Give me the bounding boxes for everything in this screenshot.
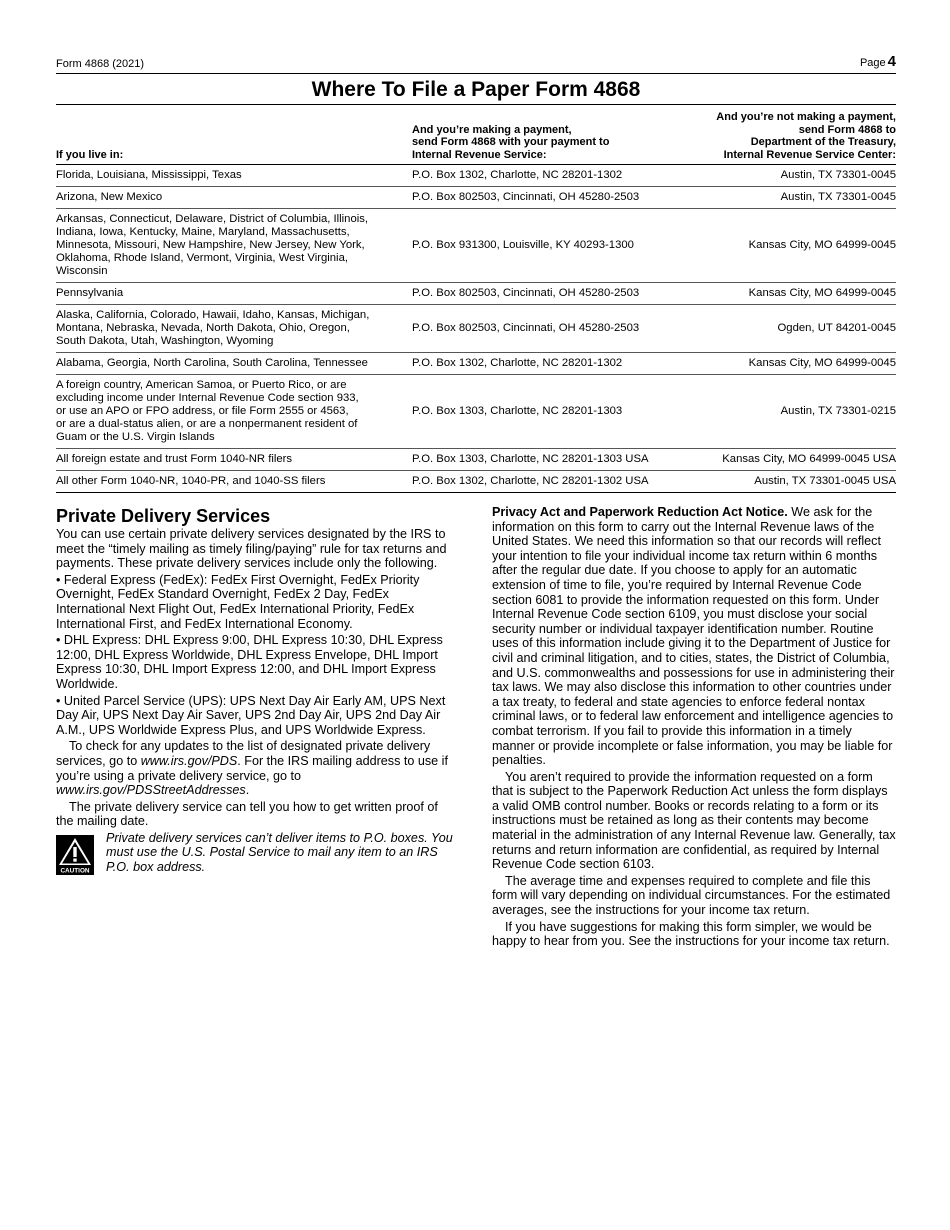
no-payment-address-cell: Ogden, UT 84201-0045 <box>777 322 896 334</box>
privacy-section <box>492 505 896 951</box>
payment-address-cell: P.O. Box 802503, Cincinnati, OH 45280-2503 <box>412 191 640 203</box>
table-row <box>56 449 896 471</box>
no-payment-address-cell: Austin, TX 73301-0045 <box>780 169 896 181</box>
table-row <box>56 187 896 209</box>
pds-proof: The private delivery service can tell you how to get written proof of the mailing date. <box>56 799 438 829</box>
payment-address-cell: P.O. Box 1302, Charlotte, NC 28201-1302 <box>412 169 623 181</box>
pds-bullet-fedex: • Federal Express (FedEx): FedEx First Overnight, FedEx Priority Overnight, FedEx Standard Overnight, FedEx 2 Day, FedEx International Next Flight Out, FedEx International Priority, FedEx International First, and FedEx International Economy. <box>56 572 420 631</box>
residence-cell: Arizona, New Mexico <box>56 191 163 203</box>
table-row <box>56 165 896 187</box>
column-header-residence: If you live in: <box>56 148 124 161</box>
page-number-label <box>860 53 896 70</box>
residence-cell: Alaska, California, Colorado, Hawaii, Idaho, Kansas, Michigan, Montana, Nebraska, Nevada, North Dakota, Ohio, Oregon, South Dakota, Utah, Washington, Wyoming <box>56 309 370 347</box>
caution-label: CAUTION <box>60 867 90 875</box>
privacy-paragraph-4: If you have suggestions for making this form simpler, we would be happy to hear from you. See the instructions for your income tax return. <box>492 919 890 949</box>
two-column-body <box>56 505 896 951</box>
table-row <box>56 283 896 305</box>
table-row <box>56 353 896 375</box>
pds-street-addresses-link[interactable]: www.irs.gov/PDSStreetAddresses <box>56 783 246 798</box>
pds-intro: You can use certain private delivery services designated by the IRS to meet the “timely mailing as timely filing/paying” rule for tax returns and payments. These private delivery services include only the following. <box>56 527 447 571</box>
page-title: Where To File a Paper Form 4868 <box>56 75 896 105</box>
no-payment-address-cell: Kansas City, MO 64999-0045 USA <box>722 453 896 465</box>
table-row <box>56 471 896 493</box>
table-body <box>56 165 896 493</box>
payment-address-cell: P.O. Box 1302, Charlotte, NC 28201-1302 <box>412 357 623 369</box>
residence-cell: A foreign country, American Samoa, or Puerto Rico, or are excluding income under Internal Revenue Code section 933, or use an APO or FPO address, or file Form 2555 or 4563, or are a dual-status alien, or are a nonpermanent resident of Guam or the U.S. Virgin Islands <box>56 379 359 443</box>
form-id: Form 4868 (2021) <box>56 58 145 70</box>
filing-address-table <box>56 105 896 493</box>
payment-address-cell: P.O. Box 802503, Cincinnati, OH 45280-2503 <box>412 287 640 299</box>
no-payment-address-cell: Austin, TX 73301-0215 <box>780 405 896 417</box>
no-payment-address-cell: Austin, TX 73301-0045 <box>780 191 896 203</box>
residence-cell: Alabama, Georgia, North Carolina, South Carolina, Tennessee <box>56 357 368 369</box>
caution-icon <box>56 835 94 875</box>
pds-section <box>56 505 456 951</box>
payment-address-cell: P.O. Box 1303, Charlotte, NC 28201-1303 USA <box>412 453 649 465</box>
no-payment-address-cell: Austin, TX 73301-0045 USA <box>754 475 896 487</box>
page-header <box>56 54 896 74</box>
pds-bullet-ups: • United Parcel Service (UPS): UPS Next Day Air Early AM, UPS Next Day Air, UPS Next Day Air Saver, UPS 2nd Day Air, UPS 2nd Day Air A.M., UPS Worldwide Express Plus, and UPS Worldwide Express. <box>56 693 446 737</box>
column-header-without-payment: And you’re not making a payment, send Form 4868 to Department of the Treasury, Internal Revenue Service Center: <box>716 111 896 161</box>
payment-address-cell: P.O. Box 802503, Cincinnati, OH 45280-2503 <box>412 322 640 334</box>
caution-text: Private delivery services can’t deliver items to P.O. boxes. You must use the U.S. Postal Service to mail any item to an IRS P.O. box address. <box>106 830 453 875</box>
privacy-paragraph-2: You aren’t required to provide the information requested on a form that is subject to the Paperwork Reduction Act unless the form displays a valid OMB control number. Books or records relating to a form or its instructions must be retained as long as their contents may become material in the administration of any Internal Revenue law. Generally, tax returns and return information are confidential, as required by Internal Revenue Code section 6103. <box>492 769 896 872</box>
table-header-row <box>56 105 896 165</box>
residence-cell: Florida, Louisiana, Mississippi, Texas <box>56 169 242 181</box>
pds-bullet-dhl: • DHL Express: DHL Express 9:00, DHL Express 10:30, DHL Express 12:00, DHL Express Worldwide, DHL Express Envelope, DHL Import Express 10:30, DHL Import Express 12:00, and DHL Import Express Worldwide. <box>56 633 443 691</box>
no-payment-address-cell: Kansas City, MO 64999-0045 <box>748 357 896 369</box>
residence-cell: Arkansas, Connecticut, Delaware, District of Columbia, Illinois, Indiana, Iowa, Kentucky, Maine, Maryland, Massachusetts, Minnesota, Missouri, New Hampshire, New Jersey, New York, Oklahoma, Rhode Island, Vermont, Virginia, West Virginia, Wisconsin <box>56 213 369 277</box>
residence-cell: Pennsylvania <box>56 287 124 299</box>
no-payment-address-cell: Kansas City, MO 64999-0045 <box>748 239 896 251</box>
privacy-heading: Privacy Act and Paperwork Reduction Act Notice. <box>492 505 788 519</box>
payment-address-cell: P.O. Box 1303, Charlotte, NC 28201-1303 <box>412 405 623 417</box>
pds-updates: To check for any updates to the list of designated private delivery services, go to www.irs.gov/PDS. For the IRS mailing address to use if you’re using a private delivery service, go to www.irs.gov/PDSStreetAddresses. <box>56 739 448 798</box>
caution-note <box>56 831 456 875</box>
payment-address-cell: P.O. Box 931300, Louisville, KY 40293-1300 <box>412 239 634 251</box>
pds-link[interactable]: www.irs.gov/PDS <box>140 753 238 768</box>
privacy-paragraph-1: Privacy Act and Paperwork Reduction Act Notice. We ask for the information on this form to carry out the Internal Revenue laws of the United States. We need this information so that our records will reflect your intention to file your individual income tax return within 6 months after the regular due date. If you choose to apply for an automatic extension of time to file, you’re required by Internal Revenue Code section 6081 to provide the information requested on this form. Under Internal Revenue Code section 6109, you must disclose your social security number or individual taxpayer identification number. Routine uses of this information include giving it to the Department of Justice for civil and criminal litigation, and to cities, states, the District of Columbia, and U.S. commonwealths and possessions for use in administering their tax laws. We may also disclose this information to other countries under a tax treaty, to federal and state agencies to enforce federal nontax criminal laws, or to federal law enforcement and intelligence agencies to combat terrorism. If you fail to provide this information in a timely manner or provide incomplete or false information, you may be liable for penalties. <box>492 505 895 768</box>
page-label: Page <box>859 57 886 69</box>
form-page <box>56 54 896 951</box>
no-payment-address-cell: Kansas City, MO 64999-0045 <box>748 287 896 299</box>
pds-heading: Private Delivery Services <box>56 506 271 526</box>
payment-address-cell: P.O. Box 1302, Charlotte, NC 28201-1302 USA <box>412 475 649 487</box>
residence-cell: All other Form 1040-NR, 1040-PR, and 1040-SS filers <box>56 475 326 487</box>
table-row <box>56 375 896 449</box>
page-number: 4 <box>887 53 896 70</box>
table-row <box>56 209 896 283</box>
privacy-paragraph-3: The average time and expenses required to complete and file this form will vary depending on individual circumstances. For the estimated averages, see the instructions for your income tax return. <box>492 873 891 918</box>
residence-cell: All foreign estate and trust Form 1040-NR filers <box>56 453 293 465</box>
table-row <box>56 305 896 353</box>
column-header-with-payment: And you’re making a payment, send Form 4868 with your payment to Internal Revenue Service: <box>412 123 610 161</box>
